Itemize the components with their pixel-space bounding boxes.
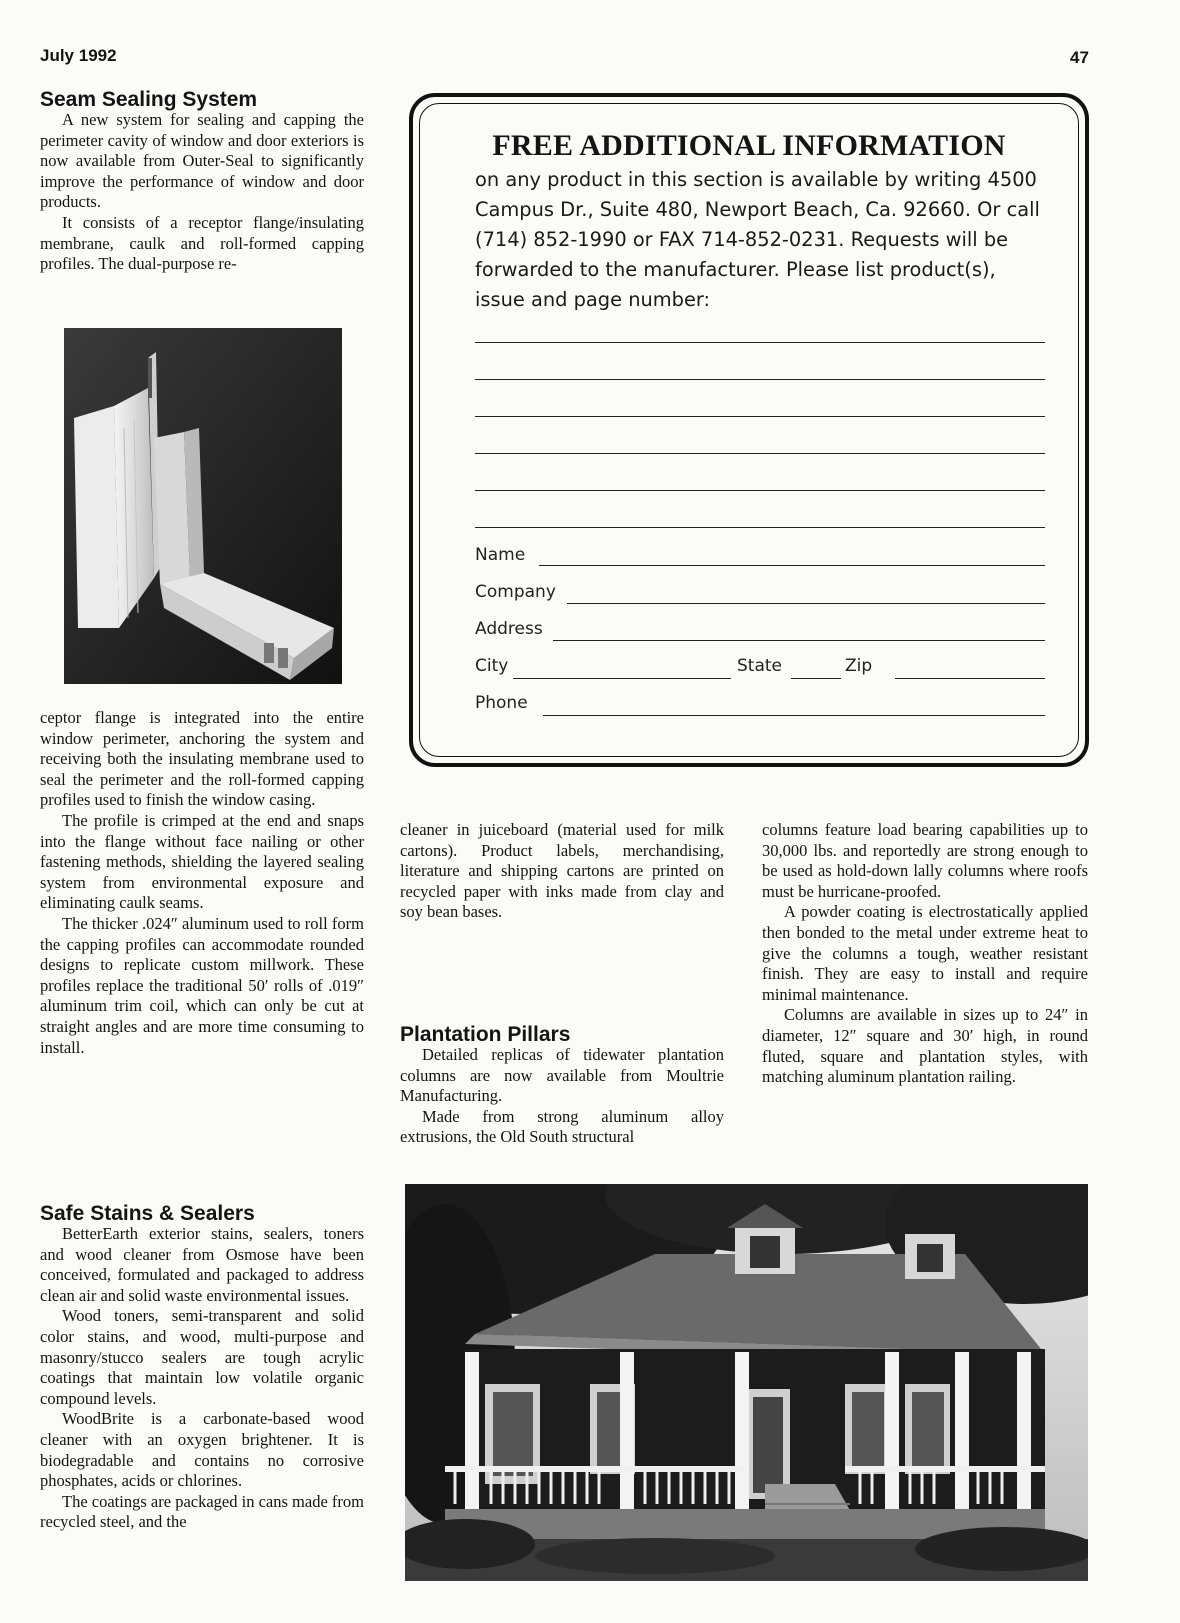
- state-field[interactable]: [791, 678, 841, 679]
- seam-paragraph-2-continued: ceptor flange is integrated into the entire window perimeter, anchoring the system and receiving both the insulating membrane used to seal the perimeter and the roll-formed capping profiles used to finish the window casing.: [40, 708, 364, 810]
- stains-paragraph-4: The coatings are packaged in cans made from recycled steel, and the: [40, 1491, 364, 1532]
- stains-text: [40, 1224, 364, 1533]
- phone-label: Phone: [475, 693, 528, 713]
- seam-continued-text: [40, 708, 364, 1058]
- plantation-paragraph-3: A powder coating is electrostatically applied then bonded to the metal under extreme heat to give the columns a tough, weather resistant finish. They are easy to install and require minimal maintenance.: [762, 902, 1088, 1004]
- info-box-text: on any product in this section is available by writing 4500 Campus Dr., Suite 480, Newport Beach, Ca. 92660. Or call (714) 852-1990 or FAX 714-852-0231. Requests will be forwarded to the manufacturer. Please list product(s), issue and page number:: [475, 168, 1040, 311]
- product-line-5[interactable]: [475, 490, 1045, 491]
- seam-paragraph-2: It consists of a receptor flange/insulating membrane, caulk and roll-formed capping profiles. The dual-purpose re-: [40, 212, 364, 274]
- outer-seal-product-photo: [64, 328, 342, 684]
- issue-date: July 1992: [40, 46, 117, 65]
- product-line-3[interactable]: [475, 416, 1045, 417]
- address-label: Address: [475, 619, 543, 639]
- seam-paragraph-4: The thicker .024″ aluminum used to roll form the capping profiles can accommodate rounded designs to replicate custom millwork. These profiles replace the traditional 50′ rolls of .019″ aluminum trim coil, which can only be cut at straight angles and are more time consuming to install.: [40, 913, 364, 1057]
- state-label: State: [737, 656, 782, 676]
- stains-heading: Safe Stains & Sealers: [40, 1202, 255, 1225]
- page-number: 47: [1070, 48, 1089, 67]
- plantation-house-photo: [405, 1184, 1088, 1581]
- plantation-paragraph-4: Columns are available in sizes up to 24″ in diameter, 12″ square and 30′ high, in round fluted, square and plantation styles, with matching aluminum plantation railing.: [762, 1005, 1088, 1087]
- plantation-continued-text: [762, 820, 1088, 1088]
- city-label: City: [475, 656, 509, 676]
- address-field[interactable]: [553, 640, 1045, 641]
- info-request-box: [409, 93, 1089, 767]
- product-line-2[interactable]: [475, 379, 1045, 380]
- city-field[interactable]: [513, 678, 731, 679]
- plantation-paragraph-2-continued: columns feature load bearing capabilities up to 30,000 lbs. and reportedly are strong enough to be used as hold-down lally columns where roofs must be hurricane-proofed.: [762, 820, 1088, 901]
- stains-paragraph-1: BetterEarth exterior stains, sealers, toners and wood cleaner from Osmose have been conceived, formulated and packaged to address clean air and solid waste environmental issues.: [40, 1224, 364, 1305]
- zip-label: Zip: [845, 656, 873, 676]
- product-line-6[interactable]: [475, 527, 1045, 528]
- company-label: Company: [475, 582, 556, 602]
- seam-paragraph-3: The profile is crimped at the end and snaps into the flange without face nailing or other fastening methods, shielding the layered sealing system from environmental exposure and eliminating caulk seams.: [40, 810, 364, 913]
- seam-paragraph-1: A new system for sealing and capping the perimeter cavity of window and door exteriors is now available from Outer-Seal to significantly improve the performance of window and door products.: [40, 110, 364, 212]
- name-field[interactable]: [539, 565, 1045, 566]
- stains-paragraph-2: Wood toners, semi-transparent and solid color stains, and wood, multi-purpose and masonry/stucco sealers are tough acrylic coatings that maintain low volatile organic compound levels.: [40, 1306, 364, 1408]
- plantation-paragraph-1: Detailed replicas of tidewater plantation columns are now available from Moultrie Manufacturing.: [400, 1045, 724, 1106]
- stains-paragraph-3: WoodBrite is a carbonate-based wood cleaner with an oxygen brightener. It is biodegradable and contains no corrosive phosphates, acids or chlorines.: [40, 1409, 364, 1491]
- product-line-1[interactable]: [475, 342, 1045, 343]
- info-box-title: FREE ADDITIONAL INFORMATION: [492, 129, 1006, 162]
- stains-continued-text: cleaner in juiceboard (material used for milk cartons). Product labels, merchandising, literature and shipping cartons are printed on recycled paper with inks made from clay and soy bean bases.: [400, 820, 724, 922]
- plantation-heading: Plantation Pillars: [400, 1023, 571, 1046]
- plantation-text: [400, 1045, 724, 1148]
- phone-field[interactable]: [543, 715, 1045, 716]
- plantation-paragraph-2: Made from strong aluminum alloy extrusions, the Old South structural: [400, 1106, 724, 1147]
- seam-heading: Seam Sealing System: [40, 88, 258, 111]
- product-line-4[interactable]: [475, 453, 1045, 454]
- zip-field[interactable]: [895, 678, 1045, 679]
- company-field[interactable]: [567, 603, 1045, 604]
- name-label: Name: [475, 545, 526, 565]
- seam-intro-text: [40, 110, 364, 275]
